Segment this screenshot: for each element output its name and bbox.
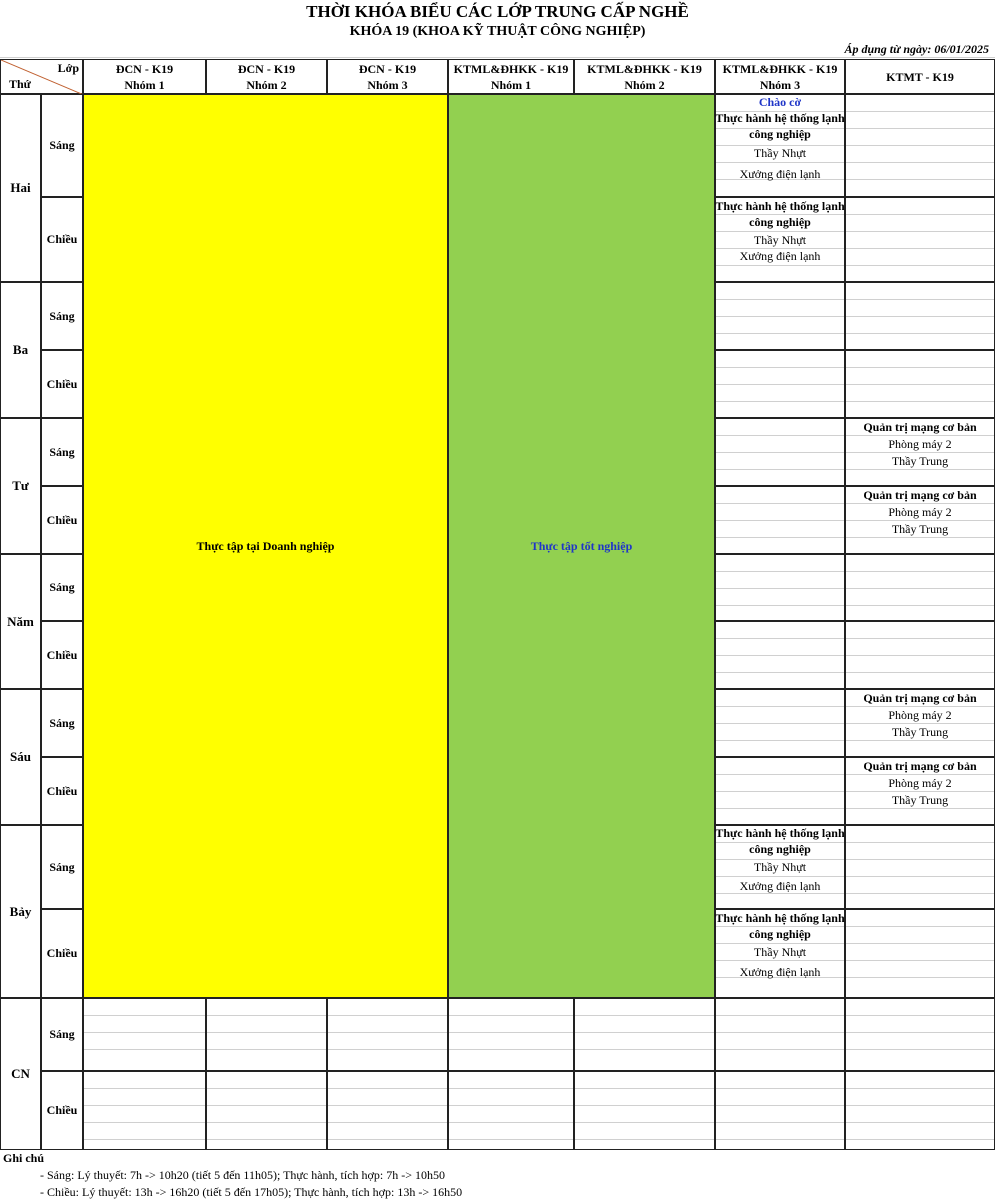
grid-subline (207, 1088, 326, 1089)
day-nam: Năm (0, 554, 41, 689)
grid-cell (845, 825, 995, 909)
grid-subline (846, 605, 994, 606)
grid-subline (846, 571, 994, 572)
grid-subline (716, 876, 844, 877)
grid-subline (716, 1032, 844, 1033)
grid-subline (846, 1015, 994, 1016)
grid-subline (449, 1139, 573, 1140)
grid-subline (716, 655, 844, 656)
grid-subline (716, 960, 844, 961)
grid-subline (716, 791, 844, 792)
sunday-cell (448, 998, 574, 1071)
grid-subline (846, 842, 994, 843)
grid-subline (207, 1015, 326, 1016)
ktmt-sau-sang-teacher: Thầy Trung (891, 725, 949, 739)
grid-subline (575, 1088, 714, 1089)
grid-subline (716, 452, 844, 453)
grid-subline (716, 520, 844, 521)
grid-subline (575, 1122, 714, 1123)
grid-subline (846, 162, 994, 163)
session-tu-chieu: Chiều (41, 486, 83, 554)
grid-subline (328, 1088, 447, 1089)
grid-subline (846, 231, 994, 232)
session-bay-chieu: Chiều (41, 909, 83, 998)
grid-subline (716, 1105, 844, 1106)
day-ba: Ba (0, 282, 41, 418)
grid-subline (449, 1088, 573, 1089)
sunday-cell (83, 998, 206, 1071)
grid-subline (84, 1049, 205, 1050)
grid-subline (716, 435, 844, 436)
grid-subline (846, 265, 994, 266)
class-header-dcn-2: ĐCN - K19 Nhóm 2 (206, 59, 327, 94)
grid-cell (715, 998, 845, 1071)
grid-subline (846, 876, 994, 877)
page-title: THỜI KHÓA BIỂU CÁC LỚP TRUNG CẤP NGHỀ (306, 2, 689, 21)
sunday-cell (206, 998, 327, 1071)
grid-subline (328, 1122, 447, 1123)
grid-subline (84, 1015, 205, 1016)
grid-subline (449, 1105, 573, 1106)
grid-subline (716, 638, 844, 639)
grid-subline (846, 588, 994, 589)
notes-line-1: - Sáng: Lý thuyết: 7h -> 10h20 (tiết 5 đến 11h05); Thực hành, tích hợp: 7h -> 10h50 (40, 1168, 445, 1182)
nhom3-bay-chieu-subject: Thực hành hệ thống lạnh công nghiệp (715, 911, 845, 941)
ktmt-sau-chieu-room: Phòng máy 2 (888, 776, 952, 790)
grid-subline (846, 179, 994, 180)
sheet-gridline (0, 57, 995, 58)
grid-subline (846, 316, 994, 317)
grid-subline (846, 672, 994, 673)
grid-subline (846, 401, 994, 402)
session-cn-sang: Sáng (41, 998, 83, 1071)
nhom3-hai-chieu-teacher: Thầy Nhựt (753, 233, 807, 247)
grid-subline (716, 1122, 844, 1123)
grid-subline (328, 1015, 447, 1016)
sunday-cell (574, 998, 715, 1071)
day-tu: Tư (0, 418, 41, 554)
grid-subline (716, 384, 844, 385)
grid-subline (716, 588, 844, 589)
grid-subline (846, 859, 994, 860)
session-cn-chieu: Chiều (41, 1071, 83, 1150)
session-ba-sang: Sáng (41, 282, 83, 350)
grid-subline (846, 333, 994, 334)
grid-subline (575, 1032, 714, 1033)
grid-subline (575, 1015, 714, 1016)
grid-subline (846, 248, 994, 249)
grid-subline (716, 723, 844, 724)
grid-subline (716, 706, 844, 707)
corner-cell (0, 59, 83, 94)
grid-subline (846, 740, 994, 741)
grid-subline (846, 128, 994, 129)
grid-subline (84, 1139, 205, 1140)
session-hai-chieu: Chiều (41, 197, 83, 282)
nhom3-hai-chieu-room: Xưởng điện lạnh (739, 249, 821, 263)
grid-subline (846, 943, 994, 944)
grid-subline (846, 926, 994, 927)
grid-subline (716, 740, 844, 741)
session-hai-sang: Sáng (41, 94, 83, 197)
ktmt-tu-sang-room: Phòng máy 2 (888, 437, 952, 451)
apply-date: Áp dụng từ ngày: 06/01/2025 (844, 42, 989, 56)
session-sau-sang: Sáng (41, 689, 83, 757)
ktmt-tu-chieu-subject: Quản trị mạng cơ bản (863, 488, 977, 502)
ktmt-tu-sang-subject: Quản trị mạng cơ bản (863, 420, 977, 434)
grid-subline (84, 1032, 205, 1033)
grid-subline (207, 1139, 326, 1140)
grid-subline (846, 111, 994, 112)
grid-subline (449, 1049, 573, 1050)
nhom3-bay-chieu-teacher: Thầy Nhựt (753, 945, 807, 959)
grid-subline (846, 469, 994, 470)
grid-subline (716, 1015, 844, 1016)
grid-subline (846, 214, 994, 215)
grid-subline (716, 672, 844, 673)
nhom3-hai-sang-room: Xưởng điện lạnh (739, 167, 821, 181)
notes-label: Ghi chú (3, 1151, 45, 1165)
grid-subline (575, 1105, 714, 1106)
grid-subline (716, 808, 844, 809)
grid-subline (716, 1139, 844, 1140)
grid-cell (845, 197, 995, 282)
dcn-internship-block: Thực tập tại Doanh nghiệp (83, 94, 448, 998)
ktmt-sau-chieu-subject: Quản trị mạng cơ bản (863, 759, 977, 773)
grid-subline (328, 1105, 447, 1106)
nhom3-hai-chieu-subject: Thực hành hệ thống lạnh công nghiệp (715, 199, 845, 229)
grid-subline (846, 1105, 994, 1106)
grid-subline (449, 1122, 573, 1123)
grid-subline (846, 299, 994, 300)
grid-subline (716, 299, 844, 300)
grid-subline (449, 1015, 573, 1016)
grid-cell (845, 998, 995, 1071)
day-bay: Bảy (0, 825, 41, 998)
grid-subline (84, 1088, 205, 1089)
grid-subline (716, 774, 844, 775)
sunday-cell (327, 998, 448, 1071)
class-header-ktml-1: KTML&ĐHKK - K19 Nhóm 1 (448, 59, 574, 94)
day-sau: Sáu (0, 689, 41, 825)
grid-subline (846, 1088, 994, 1089)
nhom3-bay-sang-room: Xưởng điện lạnh (739, 879, 821, 893)
session-sau-chieu: Chiều (41, 757, 83, 825)
grid-subline (716, 1088, 844, 1089)
ktmt-sau-sang-room: Phòng máy 2 (888, 708, 952, 722)
grid-subline (716, 571, 844, 572)
grid-subline (846, 977, 994, 978)
day-hai: Hai (0, 94, 41, 282)
nhom3-hai-sang-subject: Thực hành hệ thống lạnh công nghiệp (715, 111, 845, 141)
nhom3-hai-sang-teacher: Thầy Nhựt (753, 146, 807, 160)
session-nam-sang: Sáng (41, 554, 83, 621)
grid-subline (716, 605, 844, 606)
grid-subline (328, 1032, 447, 1033)
grid-subline (716, 333, 844, 334)
grid-subline (575, 1049, 714, 1050)
grid-subline (716, 1049, 844, 1050)
grid-cell (845, 909, 995, 998)
grid-subline (846, 808, 994, 809)
page-subtitle: KHÓA 19 (KHOA KỸ THUẬT CÔNG NGHIỆP) (349, 24, 646, 39)
class-header-dcn-1: ĐCN - K19 Nhóm 1 (83, 59, 206, 94)
corner-lop: Lớp (57, 61, 79, 75)
grid-subline (846, 638, 994, 639)
grid-subline (207, 1032, 326, 1033)
class-header-ktml-3: KTML&ĐHKK - K19 Nhóm 3 (715, 59, 845, 94)
session-nam-chieu: Chiều (41, 621, 83, 689)
grid-subline (328, 1139, 447, 1140)
nhom3-bay-chieu-room: Xưởng điện lạnh (739, 965, 821, 979)
ktmt-tu-chieu-room: Phòng máy 2 (888, 505, 952, 519)
grid-subline (716, 503, 844, 504)
grid-subline (846, 893, 994, 894)
grid-subline (846, 145, 994, 146)
session-bay-sang: Sáng (41, 825, 83, 909)
session-tu-sang: Sáng (41, 418, 83, 486)
session-ba-chieu: Chiều (41, 350, 83, 418)
grid-subline (846, 1049, 994, 1050)
class-header-dcn-3: ĐCN - K19 Nhóm 3 (327, 59, 448, 94)
grid-subline (716, 367, 844, 368)
grid-subline (716, 469, 844, 470)
ktmt-tu-chieu-teacher: Thầy Trung (891, 522, 949, 536)
ktml-graduation-block: Thực tập tốt nghiệp (448, 94, 715, 998)
grid-subline (207, 1122, 326, 1123)
grid-subline (84, 1105, 205, 1106)
day-cn: CN (0, 998, 41, 1150)
class-header-ktmt: KTMT - K19 (845, 59, 995, 94)
grid-subline (846, 537, 994, 538)
ktmt-sau-sang-subject: Quản trị mạng cơ bản (863, 691, 977, 705)
grid-subline (846, 367, 994, 368)
ktmt-tu-sang-teacher: Thầy Trung (891, 454, 949, 468)
grid-subline (846, 1032, 994, 1033)
grid-subline (207, 1105, 326, 1106)
grid-subline (84, 1122, 205, 1123)
grid-subline (328, 1049, 447, 1050)
grid-subline (716, 537, 844, 538)
notes-line-2: - Chiều: Lý thuyết: 13h -> 16h20 (tiết 5 đến 17h05); Thực hành, tích hợp: 13h -> 16h50 (40, 1185, 463, 1199)
nhom3-bay-sang-subject: Thực hành hệ thống lạnh công nghiệp (715, 826, 845, 856)
grid-subline (207, 1049, 326, 1050)
grid-subline (716, 401, 844, 402)
class-header-ktml-2: KTML&ĐHKK - K19 Nhóm 2 (574, 59, 715, 94)
grid-subline (575, 1139, 714, 1140)
grid-subline (846, 1139, 994, 1140)
grid-subline (846, 1122, 994, 1123)
grid-subline (716, 162, 844, 163)
grid-subline (846, 655, 994, 656)
ktmt-sau-chieu-teacher: Thầy Trung (891, 793, 949, 807)
grid-subline (846, 960, 994, 961)
corner-thu: Thứ (9, 77, 31, 91)
nhom3-bay-sang-teacher: Thầy Nhựt (753, 860, 807, 874)
nhom3-hai-sang-flag: Chào cờ (758, 95, 802, 109)
grid-subline (846, 384, 994, 385)
grid-subline (716, 265, 844, 266)
grid-subline (716, 316, 844, 317)
grid-subline (449, 1032, 573, 1033)
